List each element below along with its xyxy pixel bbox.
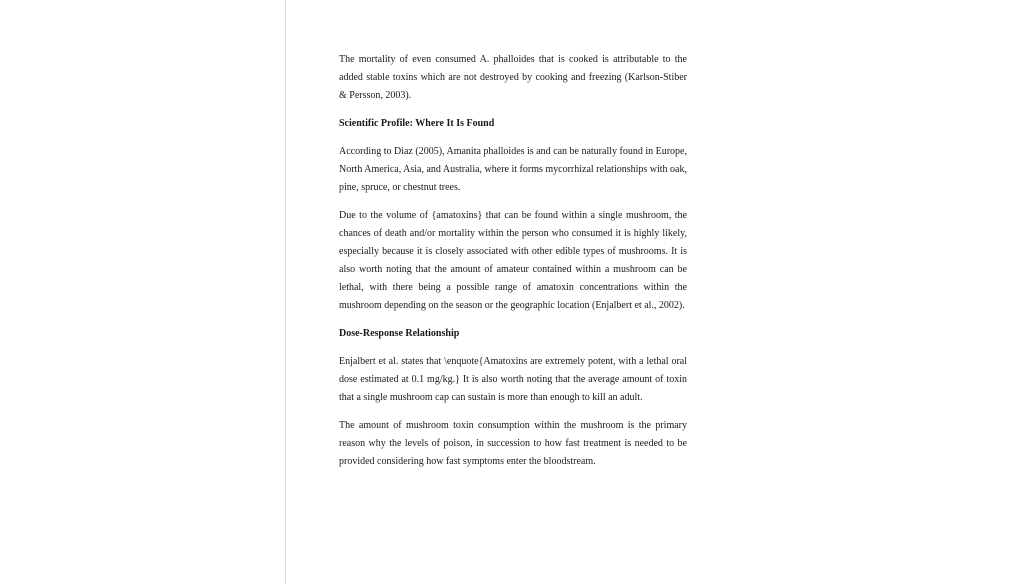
paragraph-toxin-consumption: The amount of mushroom toxin consumption within the mushroom is the primary reason why the levels of poison, in succession to how fast treatment is needed to be provided considering how fast symptoms enter the bloodstream.: [339, 420, 687, 467]
paragraph-distribution: According to Diaz (2005), Amanita phalloides is and can be naturally found in Europe, North America, Asia, and Australia, where it forms mycorrhizal relationships with oak, pine, spruce, or chestnut trees.: [339, 146, 687, 193]
heading-dose-response: Dose-Response Relationship: [339, 328, 460, 339]
paragraph-mortality: The mortality of even consumed A. phalloides that is cooked is attributable to the added stable toxins which are not destroyed by cooking and freezing (Karlson-Stiber & Persson, 2003).: [339, 54, 687, 101]
heading-scientific-profile: Scientific Profile: Where It Is Found: [339, 118, 495, 129]
page-divider: [285, 0, 286, 584]
paragraph-amatoxins: Due to the volume of {amatoxins} that can be found within a single mushroom, the chances of death and/or mortality within the person who consumed it is highly likely, especially because it is closely associated with other edible types of mushrooms. It is also worth noting that the amount of amateur contained within a mushroom can be lethal, with there being a possible range of amatoxin concentrations within the mushroom depending on the season or the geographic location (Enjalbert et al., 2002).: [339, 210, 687, 311]
document-page: [339, 51, 687, 481]
paragraph-lethal-dose: Enjalbert et al. states that \enquote{Amatoxins are extremely potent, with a lethal oral dose estimated at 0.1 mg/kg.} It is also worth noting that the average amount of toxin that a single mushroom cap can sustain is more than enough to kill an adult.: [339, 356, 687, 403]
